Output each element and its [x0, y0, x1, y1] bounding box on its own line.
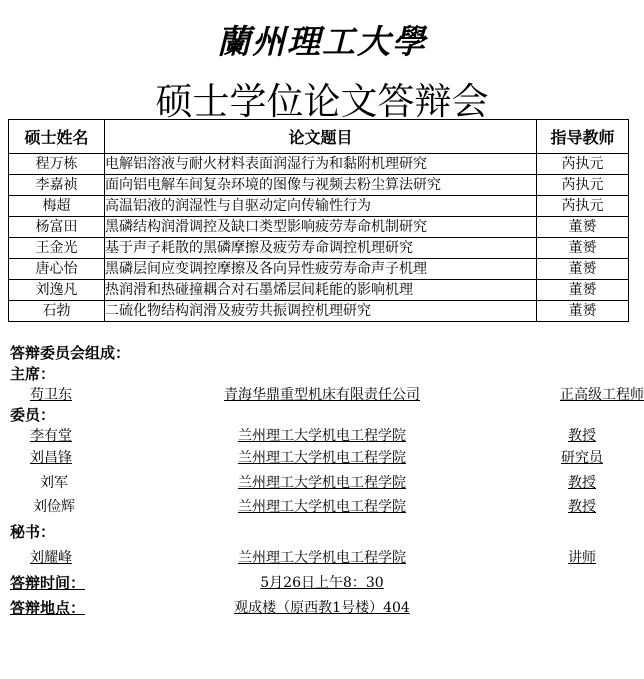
student-name: 程万栋 [9, 154, 105, 175]
member-name: 刘军 [40, 475, 68, 491]
defense-time-value: 5月26日上午8：30 [260, 575, 384, 591]
thesis-topic: 电解铝溶液与耐火材料表面润湿行为和黏附机理研究 [105, 154, 537, 175]
member-org: 兰州理工大学机电工程学院 [238, 450, 406, 466]
table-row [9, 175, 629, 196]
member-org: 兰州理工大学机电工程学院 [238, 499, 406, 515]
thesis-topic: 高温铝液的润湿性与自驱动定向传输性行为 [105, 196, 537, 217]
thesis-topic: 热润滑和热碰撞耦合对石墨烯层间耗能的影响机理 [105, 280, 537, 301]
chair-label: 主席： [10, 365, 56, 383]
col-header-name: 硕士姓名 [9, 120, 105, 154]
table-row [9, 154, 629, 175]
table-row [9, 196, 629, 217]
thesis-topic: 基于声子耗散的黑磷摩擦及疲劳寿命调控机理研究 [105, 238, 537, 259]
defense-place-value: 观成楼（原西教1号楼）404 [234, 600, 410, 616]
thesis-topic: 黑磷结构润滑调控及缺口类型影响疲劳寿命机制研究 [105, 217, 537, 238]
member-title: 教授 [568, 428, 596, 444]
advisor-name: 芮执元 [537, 154, 629, 175]
member-title: 教授 [568, 499, 596, 515]
advisor-name: 董赟 [537, 238, 629, 259]
member-org: 兰州理工大学机电工程学院 [238, 475, 406, 491]
members-label: 委员： [10, 406, 56, 424]
secretary-label: 秘书： [10, 523, 56, 541]
advisor-name: 董赟 [537, 217, 629, 238]
secretary-org: 兰州理工大学机电工程学院 [238, 550, 406, 566]
chair-name: 苟卫东 [30, 387, 72, 403]
secretary-title: 讲师 [568, 550, 596, 566]
university-logo: 蘭州理工大學 [217, 22, 427, 61]
table-row [9, 280, 629, 301]
member-name: 刘俭辉 [33, 499, 75, 515]
student-name: 王金光 [9, 238, 105, 259]
student-name: 梅超 [9, 196, 105, 217]
member-title: 教授 [568, 475, 596, 491]
col-header-advisor: 指导教师 [537, 120, 629, 154]
thesis-table [8, 119, 629, 322]
student-name: 李嘉祯 [9, 175, 105, 196]
advisor-name: 董赟 [537, 259, 629, 280]
table-row [9, 238, 629, 259]
committee-heading: 答辩委员会组成： [10, 344, 131, 362]
student-name: 石勃 [9, 301, 105, 322]
thesis-topic: 黑磷层间应变调控摩擦及各向异性疲劳寿命声子机理 [105, 259, 537, 280]
advisor-name: 芮执元 [537, 175, 629, 196]
member-name: 李有堂 [30, 428, 72, 444]
table-row [9, 259, 629, 280]
member-name: 刘昌锋 [30, 450, 72, 466]
table-header-row [9, 120, 629, 154]
col-header-topic: 论文题目 [105, 120, 537, 154]
advisor-name: 芮执元 [537, 196, 629, 217]
chair-title: 正高级工程师 [560, 387, 644, 403]
thesis-topic: 二硫化物结构润滑及疲劳共振调控机理研究 [105, 301, 537, 322]
student-name: 刘逸凡 [9, 280, 105, 301]
student-name: 唐心怡 [9, 259, 105, 280]
table-row [9, 217, 629, 238]
member-org: 兰州理工大学机电工程学院 [238, 428, 406, 444]
secretary-name: 刘耀峰 [30, 550, 72, 566]
chair-org: 青海华鼎重型机床有限责任公司 [224, 387, 420, 403]
student-name: 杨富田 [9, 217, 105, 238]
defense-time-label: 答辩时间： [10, 574, 86, 592]
advisor-name: 董赟 [537, 280, 629, 301]
thesis-topic: 面向铝电解车间复杂环境的图像与视频去粉尘算法研究 [105, 175, 537, 196]
defense-place-label: 答辩地点： [10, 599, 86, 617]
page-title: 硕士学位论文答辩会 [155, 80, 489, 123]
member-title: 研究员 [561, 450, 603, 466]
advisor-name: 董赟 [537, 301, 629, 322]
table-row [9, 301, 629, 322]
